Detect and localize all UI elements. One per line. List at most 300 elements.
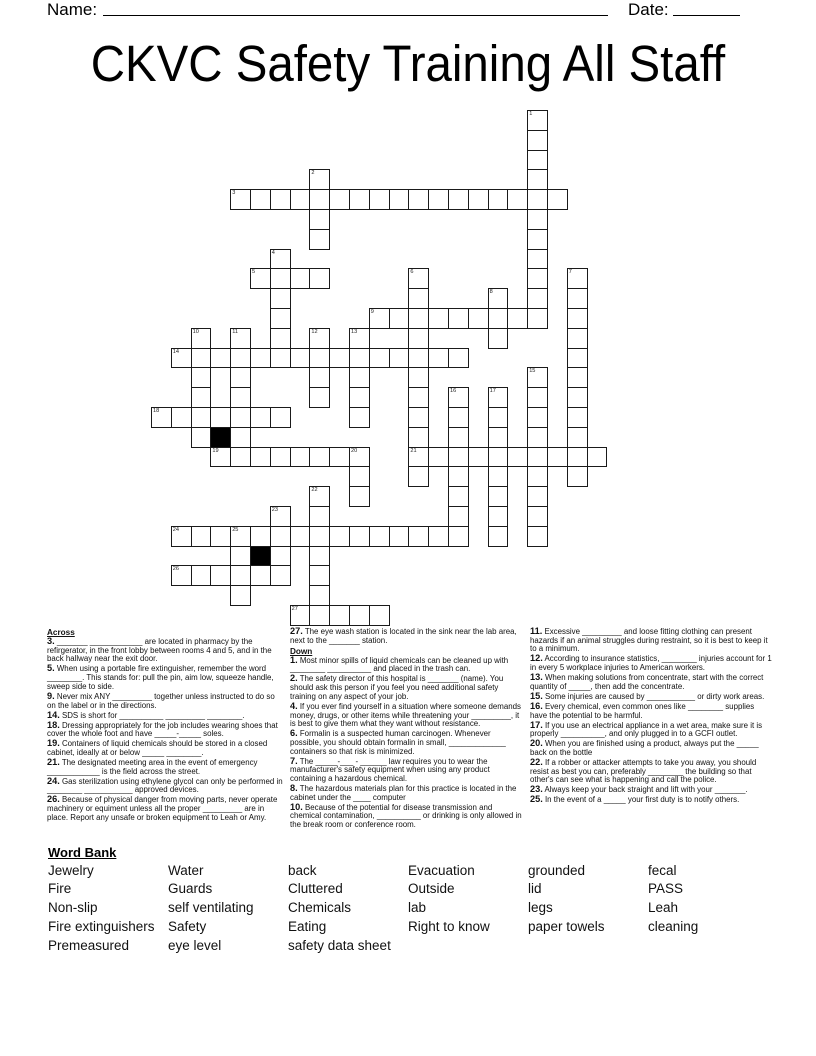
grid-cell[interactable] — [210, 565, 231, 586]
grid-cell[interactable] — [309, 546, 330, 567]
cell-number: 20 — [351, 447, 358, 454]
clue-number: 22. — [530, 756, 543, 767]
word-bank-item: Evacuation — [408, 862, 475, 878]
clue-down-item — [290, 785, 523, 802]
grid-cell[interactable] — [428, 526, 449, 547]
grid-cell[interactable] — [448, 486, 469, 507]
grid-cell[interactable] — [230, 348, 251, 369]
grid-cell[interactable] — [329, 526, 350, 547]
cell-number: 27 — [291, 606, 298, 612]
clue-text: The _____-___ - ______ law requires you to wear the manufacturer's safety equipment when using any product containing a hazardous chemical. — [290, 756, 490, 784]
grid-cell[interactable] — [468, 189, 489, 210]
grid-cell[interactable] — [309, 348, 330, 369]
word-bank-item: Outside — [408, 881, 455, 897]
grid-cell[interactable] — [250, 565, 271, 586]
black-cell — [210, 427, 231, 448]
clue-down-item — [530, 756, 772, 785]
clue-text: In the event of a _____ your first duty is to notify others. — [542, 795, 740, 805]
word-bank-item: lid — [528, 881, 542, 897]
grid-cell[interactable] — [488, 308, 509, 329]
page-title: CKVC Safety Training All Staff — [90, 35, 726, 92]
grid-cell[interactable] — [527, 189, 548, 210]
grid-cell[interactable] — [408, 328, 429, 349]
grid-cell[interactable] — [587, 447, 608, 468]
grid-cell[interactable] — [349, 407, 370, 428]
clue-down-item — [290, 801, 523, 830]
grid-cell[interactable] — [527, 387, 548, 408]
grid-cell[interactable] — [349, 189, 370, 210]
grid-cell[interactable] — [527, 427, 548, 448]
grid-cell[interactable] — [230, 427, 251, 448]
clue-number: 13. — [530, 672, 543, 683]
grid-cell[interactable] — [408, 427, 429, 448]
grid-cell[interactable] — [349, 466, 370, 487]
grid-cell[interactable] — [527, 367, 548, 388]
grid-cell[interactable] — [171, 526, 192, 547]
clue-text: If a robber or attacker attempts to take you away, you should resist as best you can, preferably ________ the building so that other's can see what is happening and call the police. — [530, 757, 757, 785]
clue-text: Because of physical danger from moving parts, never operate machinery or equiment unless all the proper _________ are in place. Report any unsafe or broken equipment to Leah or Amy. — [47, 795, 278, 822]
grid-cell[interactable] — [567, 387, 588, 408]
grid-cell[interactable] — [230, 585, 251, 606]
grid-cell[interactable] — [488, 407, 509, 428]
word-bank-item: Safety — [168, 918, 207, 934]
grid-cell[interactable] — [270, 447, 291, 468]
grid-cell[interactable] — [309, 486, 330, 507]
grid-cell[interactable] — [448, 506, 469, 527]
grid-cell[interactable] — [290, 348, 311, 369]
grid-cell[interactable] — [250, 407, 271, 428]
grid-cell[interactable] — [151, 407, 172, 428]
grid-cell[interactable] — [408, 348, 429, 369]
grid-cell[interactable] — [290, 447, 311, 468]
cell-number: 7 — [568, 269, 572, 276]
grid-cell[interactable] — [527, 308, 548, 329]
down-header: Down — [290, 646, 313, 656]
grid-cell[interactable] — [270, 268, 291, 289]
grid-cell[interactable] — [567, 367, 588, 388]
cell-number: 16 — [450, 388, 457, 395]
cell-number: 18 — [153, 408, 160, 414]
grid-cell[interactable] — [210, 348, 231, 369]
grid-cell[interactable] — [309, 506, 330, 527]
clue-number: 3. — [47, 636, 55, 646]
clue-down-item — [290, 730, 523, 756]
grid-cell[interactable] — [567, 348, 588, 369]
grid-cell[interactable] — [488, 328, 509, 349]
grid-cell[interactable] — [270, 308, 291, 329]
word-bank-row — [48, 862, 788, 881]
grid-cell[interactable] — [448, 427, 469, 448]
word-bank-item: cleaning — [648, 918, 699, 934]
grid-cell[interactable] — [349, 526, 370, 547]
grid-cell[interactable] — [527, 249, 548, 270]
grid-cell[interactable] — [349, 605, 370, 626]
cell-number: 25 — [232, 526, 239, 533]
cell-number: 19 — [212, 447, 219, 454]
grid-cell[interactable] — [329, 447, 350, 468]
grid-cell[interactable] — [230, 387, 251, 408]
grid-cell[interactable] — [349, 447, 370, 468]
grid-cell[interactable] — [250, 189, 271, 210]
word-bank-item: paper towels — [528, 918, 605, 934]
word-bank-item: fecal — [648, 862, 677, 878]
grid-cell[interactable] — [230, 328, 251, 349]
grid-cell[interactable] — [210, 447, 231, 468]
grid-cell[interactable] — [567, 466, 588, 487]
grid-cell[interactable] — [369, 308, 390, 329]
grid-cell[interactable] — [408, 447, 429, 468]
word-bank-row — [48, 937, 788, 956]
grid-cell[interactable] — [547, 447, 568, 468]
grid-cell[interactable] — [369, 348, 390, 369]
grid-cell[interactable] — [527, 209, 548, 230]
clue-down-item — [290, 700, 523, 729]
grid-cell[interactable] — [290, 268, 311, 289]
grid-cell[interactable] — [309, 565, 330, 586]
grid-cell[interactable] — [468, 308, 489, 329]
clue-across-item — [47, 756, 283, 776]
clue-text: If you use an electrical appliance in a wet area, make sure it is properly __________, and only plugged in to a GCFI outlet. — [530, 720, 763, 739]
word-bank-row — [48, 880, 788, 899]
grid-cell[interactable] — [349, 348, 370, 369]
grid-cell[interactable] — [408, 526, 429, 547]
clue-column-3 — [530, 628, 772, 806]
grid-cell[interactable] — [309, 605, 330, 626]
grid-cell[interactable] — [309, 229, 330, 250]
grid-cell[interactable] — [369, 189, 390, 210]
cell-number: 14 — [172, 348, 180, 355]
grid-cell[interactable] — [210, 407, 231, 428]
grid-cell[interactable] — [369, 526, 390, 547]
grid-cell[interactable] — [230, 367, 251, 388]
grid-cell[interactable] — [171, 348, 192, 369]
cell-number: 1 — [529, 111, 533, 117]
grid-cell[interactable] — [567, 328, 588, 349]
grid-cell[interactable] — [250, 268, 271, 289]
date-label: Date: — [628, 0, 669, 19]
grid-cell[interactable] — [448, 526, 469, 547]
grid-cell[interactable] — [527, 526, 548, 547]
grid-cell[interactable] — [210, 526, 231, 547]
grid-cell[interactable] — [230, 565, 251, 586]
grid-cell[interactable] — [389, 348, 410, 369]
word-bank-item: self ventilating — [168, 900, 254, 915]
grid-cell[interactable] — [290, 605, 311, 626]
grid-cell[interactable] — [507, 447, 528, 468]
word-bank-item: Non-slip — [48, 900, 98, 915]
grid-cell[interactable] — [191, 387, 212, 408]
clue-text: The designated meeting area in the event of emergency ____________ is the field across the street. — [47, 757, 258, 776]
grid-cell[interactable] — [329, 605, 350, 626]
grid-cell[interactable] — [527, 288, 548, 309]
grid-cell[interactable] — [270, 288, 291, 309]
grid-cell[interactable] — [428, 447, 449, 468]
clue-across-item — [47, 709, 283, 721]
grid-cell[interactable] — [488, 506, 509, 527]
clue-text: _______ ____________ are located in pharmacy by the refirgerator, in the front lobby between rooms 4 and 5, and in the back hallway near the exit door. — [47, 637, 272, 664]
grid-cell[interactable] — [448, 189, 469, 210]
word-bank-item: grounded — [528, 862, 586, 878]
grid-cell[interactable] — [408, 407, 429, 428]
grid-cell[interactable] — [290, 526, 311, 547]
clue-text: Excessive _________ and loose fitting clothing can present hazards if an animal struggles during restraint, so it is best to keep it to a minimum. — [530, 627, 768, 654]
clue-number: 20. — [530, 738, 543, 749]
grid-cell[interactable] — [428, 308, 449, 329]
grid-cell[interactable] — [488, 486, 509, 507]
grid-cell[interactable] — [527, 407, 548, 428]
clue-text: When making solutions from concentrate, start with the correct quantity of _____, then add the concentrate. — [530, 673, 764, 691]
grid-cell[interactable] — [567, 308, 588, 329]
word-bank-item: Right to know — [408, 918, 490, 934]
grid-cell[interactable] — [448, 466, 469, 487]
clue-number: 21. — [47, 756, 60, 767]
cell-number: 10 — [192, 328, 199, 335]
grid-cell[interactable] — [527, 229, 548, 250]
grid-cell[interactable] — [230, 526, 251, 547]
word-bank-item: Premeasured — [48, 937, 130, 953]
grid-cell[interactable] — [567, 427, 588, 448]
grid-cell[interactable] — [270, 189, 291, 210]
word-bank-item: PASS — [648, 881, 684, 897]
clue-number: 4. — [290, 700, 298, 711]
grid-cell[interactable] — [250, 348, 271, 369]
word-bank-item: Water — [168, 862, 204, 878]
clue-number: 19. — [47, 738, 60, 749]
grid-cell[interactable] — [488, 288, 509, 309]
grid-cell[interactable] — [349, 486, 370, 507]
grid-cell[interactable] — [527, 466, 548, 487]
cell-number: 8 — [489, 289, 493, 296]
grid-cell[interactable] — [507, 189, 528, 210]
grid-cell[interactable] — [567, 268, 588, 289]
clue-across-item — [47, 796, 283, 822]
clue-number: 26. — [47, 794, 60, 805]
grid-cell[interactable] — [527, 169, 548, 190]
word-bank-item: Jewelry — [48, 862, 94, 878]
grid-cell[interactable] — [191, 328, 212, 349]
grid-cell[interactable] — [349, 387, 370, 408]
grid-cell[interactable] — [309, 447, 330, 468]
grid-cell[interactable] — [527, 506, 548, 527]
grid-cell[interactable] — [309, 526, 330, 547]
grid-cell[interactable] — [527, 150, 548, 171]
grid-cell[interactable] — [230, 407, 251, 428]
grid-cell[interactable] — [408, 268, 429, 289]
grid-cell[interactable] — [349, 367, 370, 388]
grid-cell[interactable] — [488, 447, 509, 468]
grid-cell[interactable] — [468, 447, 489, 468]
grid-cell[interactable] — [408, 367, 429, 388]
clue-down-item — [290, 675, 523, 701]
cell-number: 3 — [232, 190, 236, 197]
clue-number: 12. — [530, 653, 543, 664]
grid-cell[interactable] — [250, 447, 271, 468]
grid-cell[interactable] — [191, 407, 212, 428]
clue-down-item — [530, 719, 772, 739]
grid-cell[interactable] — [270, 249, 291, 270]
cell-number: 11 — [232, 328, 238, 335]
grid-cell[interactable] — [488, 427, 509, 448]
grid-cell[interactable] — [488, 466, 509, 487]
clue-number: 18. — [47, 719, 60, 730]
grid-cell[interactable] — [309, 328, 330, 349]
cell-number: 9 — [370, 309, 374, 315]
cell-number: 12 — [311, 328, 318, 335]
grid-cell[interactable] — [408, 387, 429, 408]
grid-cell[interactable] — [309, 387, 330, 408]
grid-cell[interactable] — [270, 526, 291, 547]
clue-number: 11. — [530, 626, 543, 636]
clue-down-item — [530, 786, 772, 795]
grid-cell[interactable] — [389, 526, 410, 547]
clue-column-2 — [290, 628, 523, 831]
grid-cell[interactable] — [309, 367, 330, 388]
grid-cell[interactable] — [191, 367, 212, 388]
clue-down-item — [290, 755, 523, 784]
grid-cell[interactable] — [507, 308, 528, 329]
grid-cell[interactable] — [309, 268, 330, 289]
clue-number: 9. — [47, 690, 55, 701]
grid-cell[interactable] — [408, 288, 429, 309]
grid-cell[interactable] — [527, 130, 548, 151]
grid-cell[interactable] — [527, 447, 548, 468]
grid-cell[interactable] — [270, 565, 291, 586]
clue-across-item — [47, 638, 283, 664]
clue-text: Because of the potential for disease transmission and chemical contamination, __________ or drinking is only allowed in the break room or conference room. — [290, 802, 522, 830]
clue-text: Containers of liquid chemicals should be stored in a closed cabinet, ideally at or below _____ ________. — [47, 739, 268, 757]
grid-cell[interactable] — [448, 407, 469, 428]
grid-cell[interactable] — [408, 308, 429, 329]
grid-cell[interactable] — [567, 288, 588, 309]
cell-number: 22 — [311, 487, 318, 494]
clue-text: Some injuries are caused by ___________ or dirty work areas. — [542, 691, 765, 701]
clue-text: Dressing appropriately for the job includes wearing shoes that cover the whole foot and have _____-_____ soles. — [47, 720, 278, 739]
grid-cell[interactable] — [567, 447, 588, 468]
cell-number: 17 — [489, 388, 496, 395]
grid-cell[interactable] — [329, 348, 350, 369]
clue-down-item — [530, 700, 772, 720]
grid-cell[interactable] — [309, 209, 330, 230]
grid-cell[interactable] — [448, 348, 469, 369]
clue-text: Most minor spills of liquid chemicals can be cleaned up with ________ __________ and placed in the trash can. — [290, 655, 509, 674]
clue-text: When you are finished using a product, always put the _____ back on the bottle — [530, 739, 759, 757]
grid-cell[interactable] — [191, 427, 212, 448]
grid-cell[interactable] — [171, 407, 192, 428]
grid-cell[interactable] — [290, 189, 311, 210]
clue-number: 23. — [530, 784, 543, 795]
grid-cell[interactable] — [389, 189, 410, 210]
grid-cell[interactable] — [270, 348, 291, 369]
clue-down-item — [530, 740, 772, 757]
grid-cell[interactable] — [309, 169, 330, 190]
grid-cell[interactable] — [448, 387, 469, 408]
clue-text: SDS is short for __________ _________ ________. — [59, 710, 245, 720]
word-bank-title: Word Bank — [48, 845, 117, 860]
grid-cell[interactable] — [329, 189, 350, 210]
word-bank-item: Chemicals — [288, 900, 352, 915]
word-bank-item: lab — [408, 900, 427, 915]
grid-cell[interactable] — [270, 328, 291, 349]
grid-cell[interactable] — [547, 189, 568, 210]
grid-cell[interactable] — [270, 407, 291, 428]
grid-cell[interactable] — [309, 189, 330, 210]
grid-cell[interactable] — [408, 189, 429, 210]
grid-cell[interactable] — [527, 110, 548, 131]
word-bank-item: Fire — [48, 881, 72, 897]
grid-cell[interactable] — [567, 407, 588, 428]
clue-number: 15. — [530, 690, 543, 701]
clue-text: The hazardous materials plan for this practice is located in the cabinet under the ____ computer — [290, 784, 517, 802]
grid-cell[interactable] — [488, 387, 509, 408]
grid-cell[interactable] — [428, 348, 449, 369]
grid-cell[interactable] — [389, 308, 410, 329]
cell-number: 2 — [311, 170, 315, 177]
word-bank-item: Guards — [168, 881, 213, 897]
clue-down-item — [530, 674, 772, 691]
grid-cell[interactable] — [270, 506, 291, 527]
word-bank-row — [48, 918, 788, 937]
clue-number: 1. — [290, 654, 298, 665]
grid-cell[interactable] — [408, 466, 429, 487]
grid-cell[interactable] — [448, 447, 469, 468]
grid-cell[interactable] — [527, 268, 548, 289]
grid-cell[interactable] — [191, 565, 212, 586]
grid-cell[interactable] — [171, 565, 192, 586]
name-label: Name: — [47, 0, 98, 19]
clue-text: Formalin is a suspected human carcinogen. Whenever possible, you should obtain formalin in small, _____________ containers so that risk is minimized. — [290, 729, 506, 756]
clue-down-item — [530, 690, 772, 702]
word-bank-item: legs — [528, 900, 553, 915]
word-bank-item: eye level — [168, 937, 222, 953]
clue-down-item — [530, 655, 772, 672]
grid-cell[interactable] — [230, 447, 251, 468]
grid-cell[interactable] — [349, 328, 370, 349]
grid-cell[interactable] — [488, 526, 509, 547]
clue-text: According to insurance statistics, ________ injuries account for 1 in every 5 workplace injuries to American workers. — [530, 654, 772, 673]
clue-across-item — [47, 665, 283, 691]
clue-across-item — [290, 628, 523, 645]
clue-number: 6. — [290, 728, 298, 739]
clue-number: 10. — [290, 801, 303, 812]
grid-cell[interactable] — [191, 526, 212, 547]
grid-cell[interactable] — [270, 546, 291, 567]
grid-cell[interactable] — [230, 546, 251, 567]
grid-cell[interactable] — [448, 308, 469, 329]
word-bank-item: Leah — [648, 900, 679, 915]
clue-across-item — [47, 719, 283, 739]
cell-number: 15 — [529, 368, 536, 375]
grid-cell[interactable] — [428, 189, 449, 210]
clue-number: 16. — [530, 700, 543, 711]
clue-number: 5. — [47, 663, 55, 674]
grid-cell[interactable] — [309, 585, 330, 606]
clue-number: 14. — [47, 709, 60, 720]
clue-column-1 — [47, 628, 283, 824]
clue-number: 24. — [47, 775, 60, 786]
cell-number: 13 — [351, 328, 358, 335]
grid-cell[interactable] — [527, 486, 548, 507]
grid-cell[interactable] — [250, 526, 271, 547]
word-bank-item: back — [288, 862, 317, 878]
clue-number: 8. — [290, 783, 298, 794]
clue-text: The eye wash station is located in the sink near the lab area, next to the _______ station. — [290, 627, 517, 645]
grid-cell[interactable] — [369, 605, 390, 626]
grid-cell[interactable] — [191, 348, 212, 369]
clue-across-item — [47, 690, 283, 710]
grid-cell[interactable] — [230, 189, 251, 210]
grid-cell[interactable] — [488, 189, 509, 210]
cell-number: 24 — [172, 526, 180, 533]
